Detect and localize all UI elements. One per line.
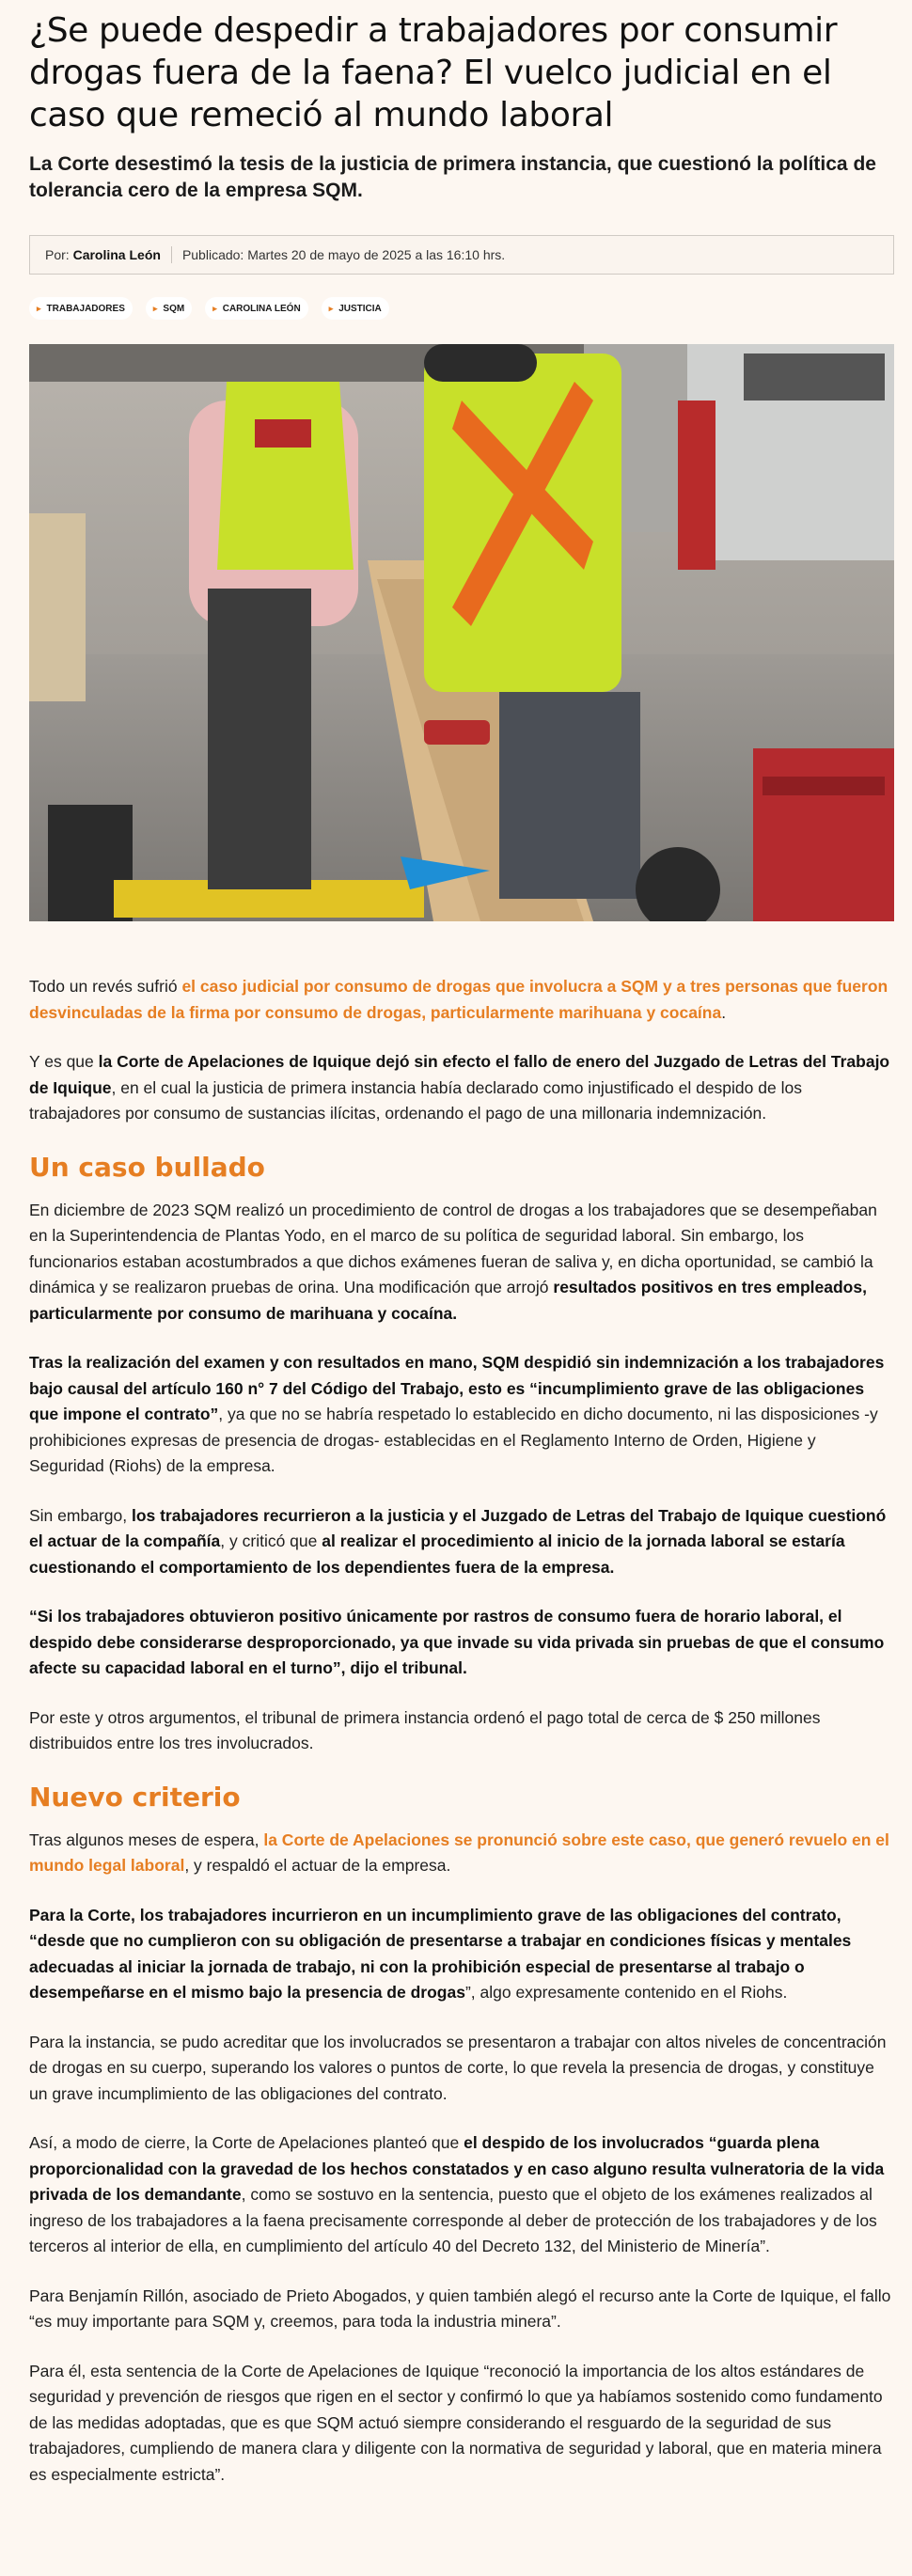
article-subtitle: La Corte desestimó la tesis de la justicia de primera instancia, que cuestionó la política de tolerancia cero de la empresa SQM. [29,153,876,201]
paragraph: Para la instancia, se pudo acreditar que los involucrados se presentaron a trabajar con altos niveles de concentración de drogas en su cuerpo, superando los valores o puntos de corte, lo que revela la presencia de drogas, y constituye un grave incumplimiento de las obligaciones del contrato. [29,2032,887,2103]
paragraph: Sin embargo, los trabajadores recurrieron a la justicia y el Juzgado de Letras del Trabajo de Iquique cuestionó el actuar de la compañía, y criticó que al realizar el procedimiento al inicio de la jornada laboral se estaría cuestionando el comportamiento de los dependientes fuera de la empresa. [29,1505,887,1577]
section-heading: Nuevo criterio [29,1781,241,1813]
paragraph: Por este y otros argumentos, el tribunal de primera instancia ordenó el pago total de cerca de $ 250 millones distribuidos entre los tres involucrados. [29,1707,821,1752]
article-body [29,974,894,2488]
byline-divider [171,246,172,263]
tag-trabajadores[interactable]: ▸ TRABAJADORES [29,297,133,320]
chevron-right-icon: ▸ [212,303,217,313]
paragraph: Para Benjamín Rillón, asociado de Prieto Abogados, y quien también alegó el recurso ante la Corte de Iquique, el fallo “es muy importante para SQM y, creemos, para toda la industria minera”. [29,2285,891,2331]
paragraph: Así, a modo de cierre, la Corte de Apelaciones planteó que el despido de los involucrados “guarda plena proporcionalidad con la gravedad de los hechos constatados y en caso alguno resulta vulneratoria de la vida privada de los demandante, como se sostuvo en la sentencia, puesto que el objeto de los exámenes realizados al ingreso de los trabajadores a la faena precisamente corresponde al deber de protección de los trabajadores y de los terceros al interior de ella, en cumplimiento del artículo 40 del Decreto 132, del Ministerio de Minería”. [29,2133,885,2255]
article-link[interactable]: el caso judicial por consumo de drogas que involucra a SQM y a tres personas que fueron desvinculadas de la firma por consumo de drogas, particularmente marihuana y cocaína [29,977,888,1022]
byline [29,235,894,275]
section-heading: Un caso bullado [29,1151,265,1183]
author-name[interactable]: Carolina León [72,247,161,262]
tag-sqm[interactable]: ▸ SQM [146,297,192,320]
chevron-right-icon: ▸ [152,303,158,313]
paragraph: Todo un revés sufrió el caso judicial por consumo de drogas que involucra a SQM y a tres personas que fueron desvinculadas de la firma por consumo de drogas, particularmente marihuana y cocaína. [29,977,888,1022]
paragraph: Y es que la Corte de Apelaciones de Iquique dejó sin efecto el fallo de enero del Juzgado de Letras del Trabajo de Iquique, en el cual la justicia de primera instancia había declarado como injustificado el despido de los trabajadores por consumo de sustancias ilícitas, ordenando el pago de una millonaria indemnización. [29,1052,890,1123]
author-label: Por: [45,247,70,262]
paragraph: Tras la realización del examen y con resultados en mano, SQM despidió sin indemnización a los trabajadores bajo causal del artículo 160 n° 7 del Código del Trabajo, esto es “incumplimiento grave de las obligaciones que impone el contrato”, ya que no se habría respetado lo establecido en dicho documento, ni las disposiciones -y prohibiciones expresas de presencia de drogas- establecidas en el Reglamento Interno de Orden, Higiene y Seguridad (Riohs) de la empresa. [29,1353,885,1475]
paragraph: En diciembre de 2023 SQM realizó un procedimiento de control de drogas a los trabajadores que se desempeñaban en la Superintendencia de Plantas Yodo, en el marco de su política de seguridad laboral. Sin embargo, los funcionarios estaban acostumbrados a que dichos exámenes fueran de saliva y, en dicha oportunidad, se cambió la dinámica y se realizaron pruebas de orina. Una modificación que arrojó resultados positivos en tres empleados, particularmente por consumo de marihuana y cocaína. [29,1200,877,1323]
chevron-right-icon: ▸ [328,303,334,313]
page-title: ¿Se puede despedir a trabajadores por consumir drogas fuera de la faena? El vuelco judicial en el caso que remeció al mundo laboral [29,11,838,134]
tag-justicia[interactable]: ▸ JUSTICIA [322,297,389,320]
published-date: Martes 20 de mayo de 2025 a las 16:10 hrs. [247,247,506,262]
article-link[interactable]: la Corte de Apelaciones se pronunció sobre este caso, que generó revuelo en el mundo legal laboral [29,1830,889,1875]
paragraph: Tras algunos meses de espera, la Corte de Apelaciones se pronunció sobre este caso, que generó revuelo en el mundo legal laboral, y respaldó el actuar de la empresa. [29,1830,889,1875]
hero-image [29,344,894,921]
paragraph: Para él, esta sentencia de la Corte de Apelaciones de Iquique “reconoció la importancia de los altos estándares de seguridad y prevención de riesgos que rigen en el sector y confirmó lo que ya habíamos sostenido como fundamento de las medidas adoptadas, que es que SQM actuó siempre considerando el resguardo de la seguridad de sus trabajadores, cumpliendo de manera clara y diligente con la normativa de seguridad y laboral, que en materia minera es especialmente estricta”. [29,2361,883,2484]
paragraph: “Si los trabajadores obtuvieron positivo únicamente por rastros de consumo fuera de horario laboral, el despido debe considerarse desproporcionado, ya que invade su vida privada sin pruebas de que el consumo afecte su capacidad laboral en el turno”, dijo el tribunal. [29,1607,885,1677]
tag-list [29,297,894,322]
article-container [29,0,894,2488]
chevron-right-icon: ▸ [37,303,41,313]
paragraph: Para la Corte, los trabajadores incurrieron en un incumplimiento grave de las obligaciones del contrato, “desde que no cumplieron con su obligación de presentarse a trabajar en condiciones físicas y mentales adecuadas al iniciar la jornada de trabajo, ni con la prohibición especial de presentarse al trabajo o desempeñarse en el mismo bajo la presencia de drogas”, algo expresamente contenido en el Riohs. [29,1905,852,2002]
published-label: Publicado: [181,247,244,262]
tag-carolina-leon[interactable]: ▸ CAROLINA LEÓN [205,297,308,320]
